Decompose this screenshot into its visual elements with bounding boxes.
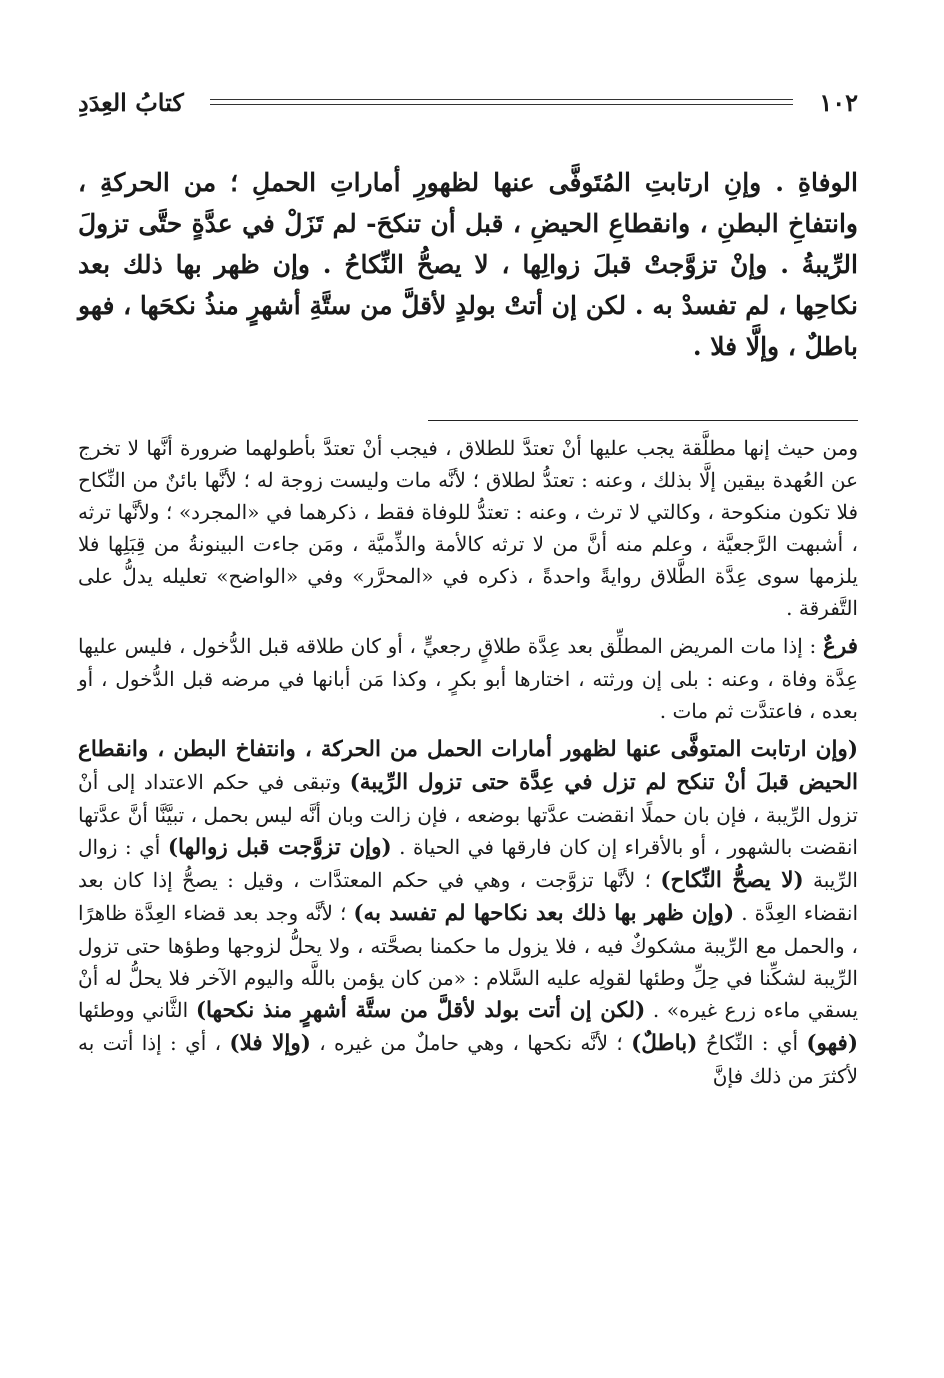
commentary-text: : إذا مات المريض المطلِّق بعد عِدَّة طلاقٍ رجعيٍّ ، أو كان طلاقه قبل الدُّخول ، فليس عليها عِدَّة وفاة ، وعنه : بلى إن ورثته ، اختارها أبو بكرٍ ، وكذا مَن أبانها في مرضه قبل الدُّخول ، أو بعده ، فاعتدَّت ثم مات . [78, 634, 858, 723]
commentary [78, 432, 858, 1098]
commentary-text: ؛ لأنَّها تزوَّجت ، وهي في حكم المعتدَّات ، وقيل : يصحُّ إذا كان بعد انقضاء العِدَّة . [78, 868, 858, 925]
commentary-text: ، أي : إذا أتت به لأكثرَ من ذلك فإنَّ [78, 1031, 858, 1088]
quoted-matn: (وإن تزوَّجت قبل زوالها) [167, 835, 392, 860]
header-rule [210, 99, 794, 105]
commentary-text: وتبقى في حكم الاعتداد إلى أنْ تزول الرِّيبة ، فإن بان حملًا انقضت عدَّتها بوضعه ، فإن زالت وبان أنَّه ليس بحمل ، تبيَّنَّا أنَّ عدَّتها انقضت بالشهور ، أو بالأقراء إن كان فارقها في الحياة . [78, 770, 858, 859]
page-number: ١٠٢ [819, 87, 858, 117]
commentary-paragraph: ومن حيث إنها مطلَّقة يجب عليها أنْ تعتدَّ للطلاق ، فيجب أنْ تعتدَّ بأطولهما ضرورة أنَّها لا تخرج عن العُهدة بيقين إلَّا بذلك ، وعنه : تعتدُّ لطلاق ؛ لأنَّه مات وليست زوجة له ؛ لأنَّها بائنٌ من النِّكاح فلا تكون منكوحة ، وكالتي لا ترث ، وعنه : تعتدُّ للوفاة فقط ، ذكرهما في «المجرد» ؛ ولأنَّها ترثه ، أشبهت الرَّجعيَّة ، وعلم منه أنَّ من لا ترثه كالأمة والذِّميَّة ، ومَن جاءت البينونةُ من قِبَلِها فلا يلزمها سوى عِدَّة الطَّلاق روايةً واحدةً ، ذكره في «المحرَّر» وفي «الواضح» تعليله يدلُّ على التَّفرقة . [78, 436, 858, 620]
commentary-text: ؛ لأنَّه نكحها ، وهي حاملٌ من غيره ، [310, 1031, 632, 1055]
running-title: كتابُ العِدَدِ [78, 87, 184, 117]
book-page [78, 70, 858, 1338]
quoted-matn: (وإن ظهر بها ذلك بعد نكاحها لم تفسد به) [353, 901, 735, 926]
commentary-text: أي : زوال الرِّيبة [78, 835, 858, 892]
commentary-text: الثَّاني ووطئها [78, 998, 196, 1022]
quoted-matn: (لا يصحُّ النِّكاح) [660, 868, 804, 893]
quoted-matn: (وإن ارتابت المتوفَّى عنها لظهور أمارات الحمل من الحركة ، وانتفاخ البطن ، وانقطاع الحيض قبلَ أنْ تنكح لم تزل في عِدَّة حتى تزول الرِّيبة) [78, 737, 858, 795]
main-text: الوفاةِ . وإنِ ارتابتِ المُتَوفَّى عنها لظهورِ أماراتِ الحملِ ؛ من الحركةِ ، وانتفاخِ البطنِ ، وانقطاعِ الحيضِ ، قبل أن تنكحَ- لم تَزَلْ في عدَّةٍ حتَّى تزولَ الرِّيبةُ . وإنْ تزوَّجتْ قبلَ زوالِها ، لا يصحُّ النِّكاحُ . وإن ظهر بها ذلك بعد نكاحِها ، لم تفسدْ به . لكن إن أتتْ بولدٍ لأقلَّ من ستَّةِ أشهرٍ منذُ نكحَها ، فهو باطلٌ ، وإلَّا فلا . [78, 168, 858, 361]
commentary-text: أي : النِّكاحُ [697, 1031, 807, 1055]
commentary-paragraph [78, 733, 858, 1092]
quoted-matn: (باطلٌ) [631, 1031, 698, 1056]
commentary-text: ؛ لأنَّه وجد بعد قضاء العِدَّة ظاهرًا ، والحمل مع الرِّيبة مشكوكٌ فيه ، فلا يزول ما حكمنا بصحَّته ، ولا يحلُّ لزوجها وطؤها حتى تزول الرِّيبة لشكِّنا في حِلِّ وطئها لقولِه عليه السَّلام : «من كان يؤمن باللَّه واليوم الآخر فلا يحلُّ له أنْ يسقي ماءه زرع غيره» . [78, 901, 859, 1022]
branch-heading: فرعٌ [823, 634, 858, 659]
quoted-matn: (لكن إن أتت بولد لأقلَّ من ستَّة أشهرٍ منذ نكحها) [195, 998, 646, 1023]
page-header [78, 82, 858, 122]
footnote-separator [428, 420, 858, 421]
quoted-matn: (وإلا فلا) [229, 1031, 311, 1056]
commentary-paragraph [78, 630, 858, 727]
quoted-matn: (فهو) [806, 1031, 858, 1056]
